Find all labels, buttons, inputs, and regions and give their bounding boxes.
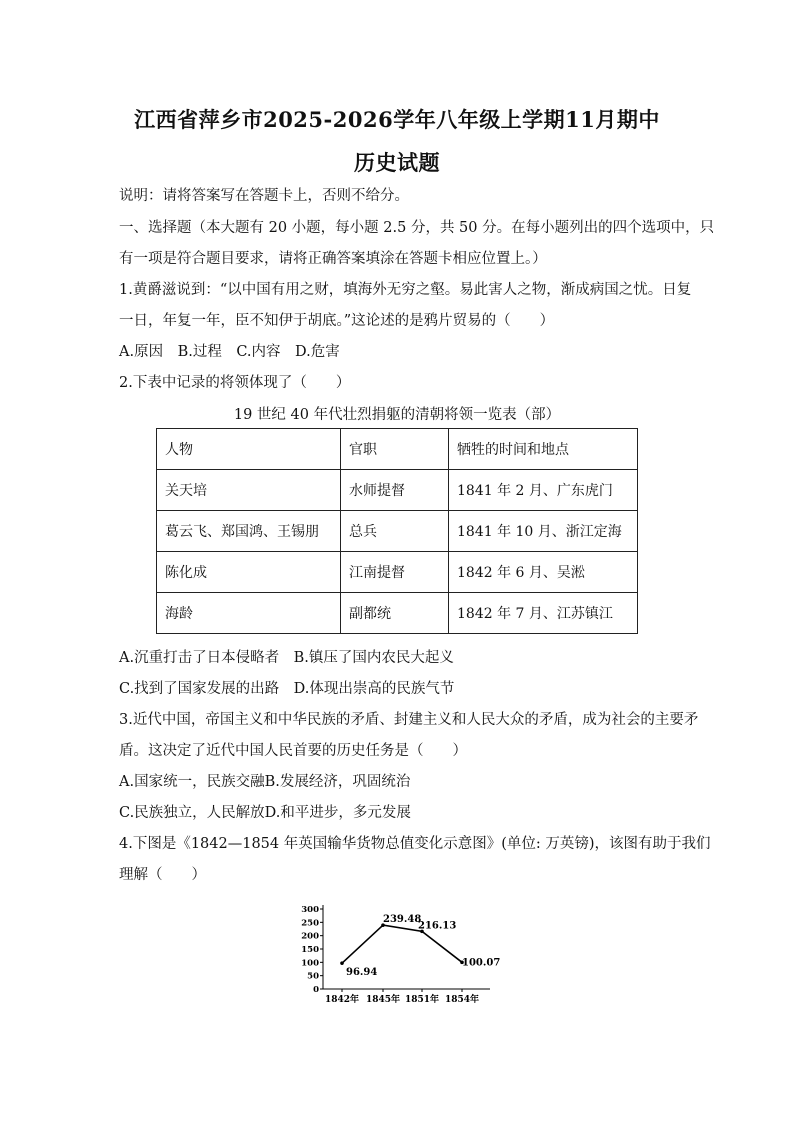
y-tick-label: 100 xyxy=(301,958,319,969)
y-tick-label: 300 xyxy=(301,905,319,915)
table-row xyxy=(157,470,638,511)
x-tick-label: 1845年 xyxy=(365,995,401,1005)
q2-options-ab: A.沉重打击了日本侵略者 B.镇压了国内农民大起义 xyxy=(119,650,454,666)
instructions-note: 说明：请将答案写在答题卡上，否则不给分。 xyxy=(119,188,409,204)
table-cell: 总兵 xyxy=(341,511,449,552)
table-cell: 海龄 xyxy=(157,593,341,634)
table-cell: 关天培 xyxy=(157,470,341,511)
y-tick-label: 50 xyxy=(307,971,319,982)
table-row xyxy=(157,593,638,634)
q2-table-caption: 19 世纪 40 年代壮烈捐躯的清朝将领一览表（部） xyxy=(233,407,561,423)
section-heading-line2: 有一项是符合题目要求，请将正确答案填涂在答题卡相应位置上。） xyxy=(119,251,547,267)
table-cell: 副都统 xyxy=(341,593,449,634)
table-header-row xyxy=(157,429,638,470)
q3-options-cd: C.民族独立，人民解放D.和平进步，多元发展 xyxy=(119,805,411,821)
table-cell: 1841 年 2 月、广东虎门 xyxy=(449,470,638,511)
table-header-cell: 官职 xyxy=(341,429,449,470)
y-tick-label: 250 xyxy=(301,918,319,929)
table-cell: 江南提督 xyxy=(341,552,449,593)
y-tick-label: 200 xyxy=(301,931,319,942)
table-row xyxy=(157,511,638,552)
exam-title: 江西省萍乡市2025-2026学年八年级上学期11月期中 xyxy=(134,107,660,132)
q3-stem-line1: 3.近代中国，帝国主义和中华民族的矛盾、封建主义和人民大众的矛盾，成为社会的主要矛 xyxy=(119,712,699,728)
table-header-cell: 人物 xyxy=(157,429,341,470)
table-cell: 陈化成 xyxy=(157,552,341,593)
y-tick-label: 150 xyxy=(301,945,319,955)
x-tick-label: 1854年 xyxy=(444,995,480,1005)
import-value-line-chart xyxy=(290,898,500,1008)
x-tick-label: 1842年 xyxy=(324,995,360,1005)
data-label: 239.48 xyxy=(383,914,422,926)
y-tick-label: 0 xyxy=(313,985,319,995)
data-label: 96.94 xyxy=(346,967,378,979)
q2-options-cd: C.找到了国家发展的出路 D.体现出崇高的民族气节 xyxy=(119,681,455,697)
table-header-cell: 牺牲的时间和地点 xyxy=(449,429,638,470)
table-row xyxy=(157,552,638,593)
q3-stem-line2: 盾。这决定了近代中国人民首要的历史任务是（ ） xyxy=(119,743,467,759)
data-point xyxy=(340,961,344,965)
table-cell: 1842 年 7 月、江苏镇江 xyxy=(449,593,638,634)
q4-stem-line1: 4.下图是《1842—1854 年英国输华货物总值变化示意图》(单位: 万英镑)，该图有助于我们 xyxy=(119,836,711,852)
q1-stem-line2: 一日，年复一年，臣不知伊于胡底。”这论述的是鸦片贸易的（ ） xyxy=(119,313,555,329)
q1-options: A.原因 B.过程 C.内容 D.危害 xyxy=(119,344,340,360)
table-cell: 1842 年 6 月、吴淞 xyxy=(449,552,638,593)
table-cell: 水师提督 xyxy=(341,470,449,511)
q4-stem-line2: 理解（ ） xyxy=(119,867,206,883)
q2-stem: 2.下表中记录的将领体现了（ ） xyxy=(119,375,351,391)
table-cell: 1841 年 10 月、浙江定海 xyxy=(449,511,638,552)
table-cell: 葛云飞、郑国鸿、王锡朋 xyxy=(157,511,341,552)
generals-table xyxy=(156,428,638,634)
x-tick-label: 1851年 xyxy=(404,995,440,1005)
section-heading-line1: 一、选择题（本大题有 20 小题，每小题 2.5 分，共 50 分。在每小题列出的四个选项中，只 xyxy=(119,220,715,236)
data-label: 100.07 xyxy=(462,957,500,969)
exam-subject-title: 历史试题 xyxy=(354,150,440,175)
q1-stem-line1: 1.黄爵滋说到：“以中国有用之财，填海外无穷之壑。易此害人之物，渐成病国之忧。日复 xyxy=(119,282,692,298)
data-label: 216.13 xyxy=(418,920,457,932)
q3-options-ab: A.国家统一，民族交融B.发展经济，巩固统治 xyxy=(119,774,411,790)
